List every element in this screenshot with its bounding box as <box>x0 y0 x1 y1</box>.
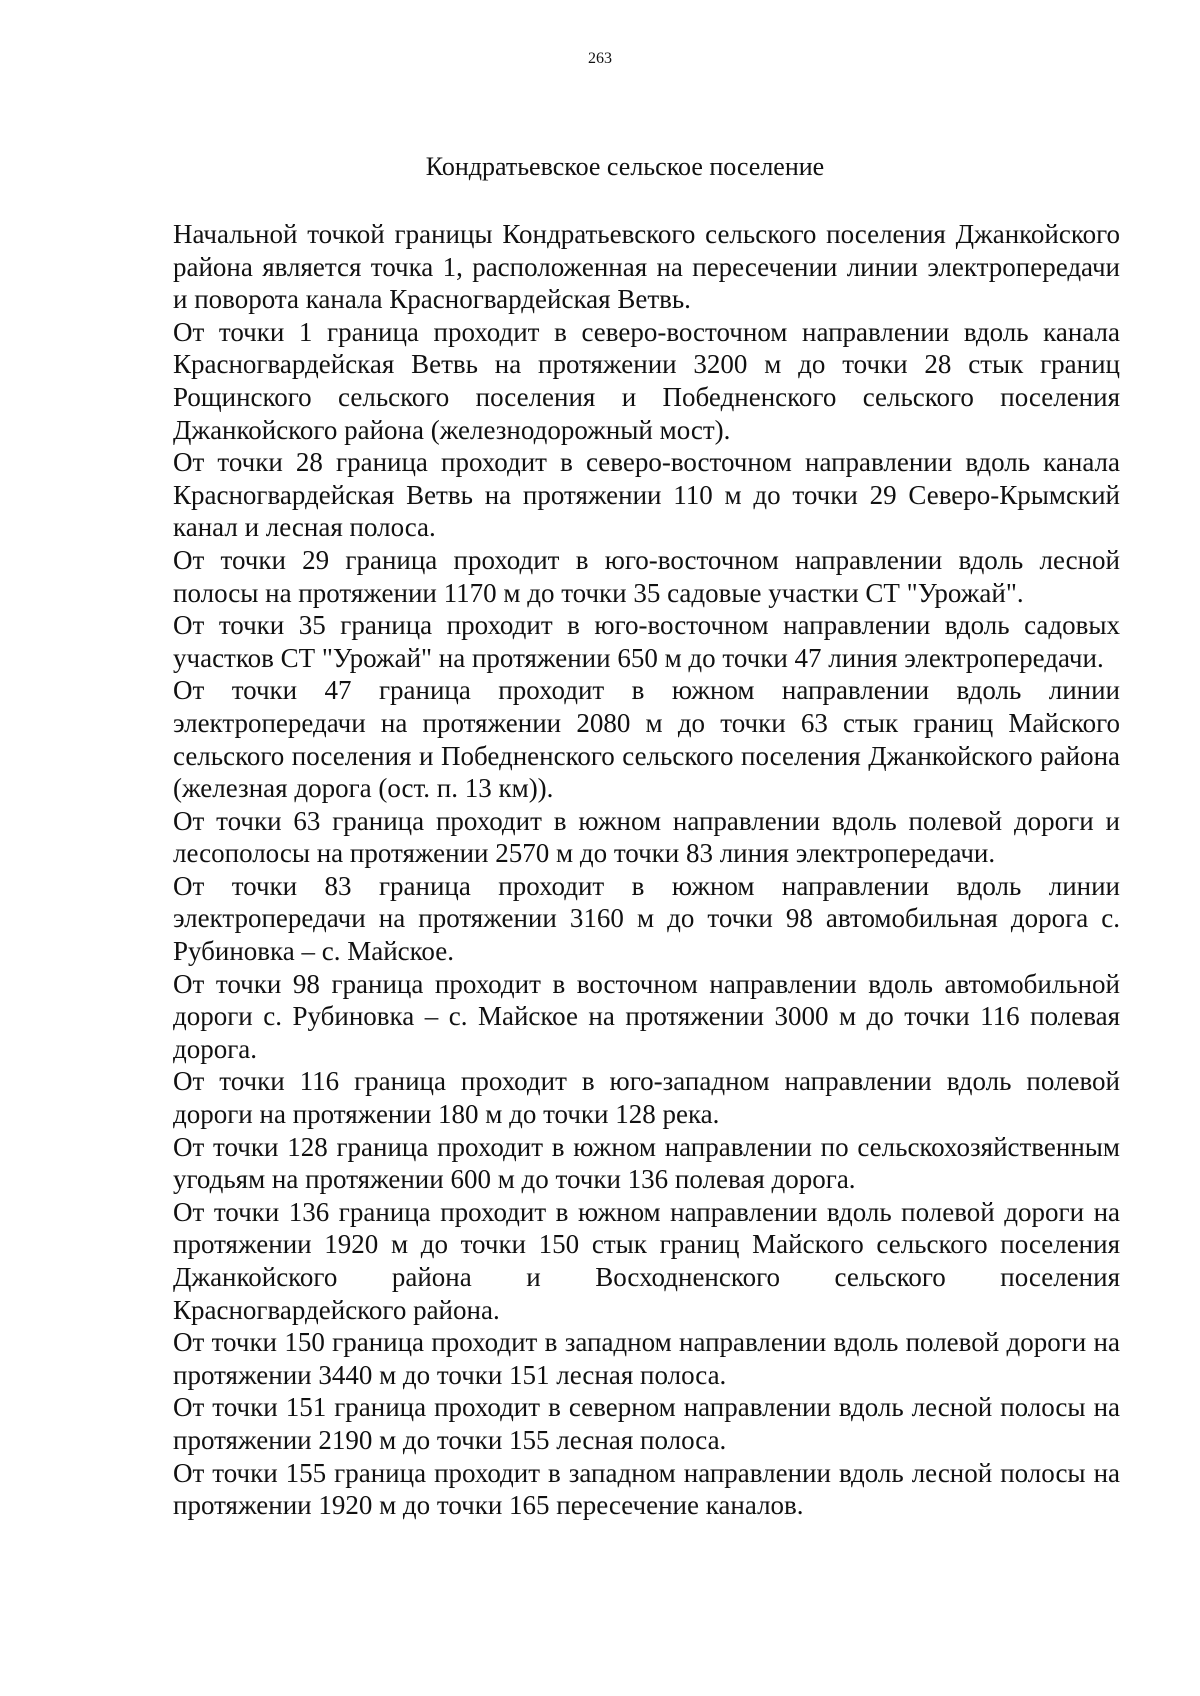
paragraph: От точки 1 граница проходит в северо-восточном направлении вдоль канала Красногвардейская Ветвь на протяжении 3200 м до точки 28 стык границ Рощинского сельского поселения и Победненского сельского поселения Джанкойского района (железнодорожный мост). <box>173 316 1120 445</box>
document-body <box>173 218 1120 1522</box>
paragraph: От точки 155 граница проходит в западном направлении вдоль лесной полосы на протяжении 1920 м до точки 165 пересечение каналов. <box>173 1457 1120 1521</box>
paragraph: От точки 35 граница проходит в юго-восточном направлении вдоль садовых участков СТ "Урожай" на протяжении 650 м до точки 47 линия электропередачи. <box>173 610 1120 673</box>
paragraph: От точки 28 граница проходит в северо-восточном направлении вдоль канала Красногвардейская Ветвь на протяжении 110 м до точки 29 Северо-Крымский канал и лесная полоса. <box>173 447 1120 543</box>
paragraph: От точки 83 граница проходит в южном направлении вдоль линии электропередачи на протяжении 3160 м до точки 98 автомобильная дорога с. Рубиновка – с. Майское. <box>173 870 1120 967</box>
paragraph: От точки 136 граница проходит в южном направлении вдоль полевой дороги на протяжении 1920 м до точки 150 стык границ Майского сельского поселения Джанкойского района и Восходненского сельского поселения Красногвардейского района. <box>173 1196 1120 1325</box>
paragraph: От точки 47 граница проходит в южном направлении вдоль линии электропередачи на протяжении 2080 м до точки 63 стык границ Майского сельского поселения и Победненского сельского поселения Джанкойского района (железная дорога (ост. п. 13 км)). <box>173 675 1120 804</box>
paragraph: От точки 128 граница проходит в южном направлении по сельскохозяйственным угодьям на протяжении 600 м до точки 136 полевая дорога. <box>173 1131 1120 1195</box>
paragraph: От точки 29 граница проходит в юго-восточном направлении вдоль лесной полосы на протяжении 1170 м до точки 35 садовые участки СТ "Урожай". <box>173 544 1120 608</box>
paragraph: От точки 98 граница проходит в восточном направлении вдоль автомобильной дороги с. Рубиновка – с. Майское на протяжении 3000 м до точки 116 полевая дорога. <box>173 968 1120 1064</box>
paragraph: От точки 151 граница проходит в северном направлении вдоль лесной полосы на протяжении 2190 м до точки 155 лесная полоса. <box>173 1392 1120 1455</box>
page-number: 263 <box>588 50 612 67</box>
paragraph: От точки 116 граница проходит в юго-западном направлении вдоль полевой дороги на протяжении 180 м до точки 128 река. <box>173 1066 1120 1130</box>
paragraph: Начальной точкой границы Кондратьевского сельского поселения Джанкойского района является точка 1, расположенная на пересечении линии электропередачи и поворота канала Красногвардейская Ветвь. <box>173 219 1120 315</box>
paragraph: От точки 63 граница проходит в южном направлении вдоль полевой дороги и лесополосы на протяжении 2570 м до точки 83 линия электропередачи. <box>173 805 1120 869</box>
paragraph: От точки 150 граница проходит в западном направлении вдоль полевой дороги на протяжении 3440 м до точки 151 лесная полоса. <box>173 1327 1120 1390</box>
page-title: Кондратьевское сельское поселение <box>425 152 825 181</box>
